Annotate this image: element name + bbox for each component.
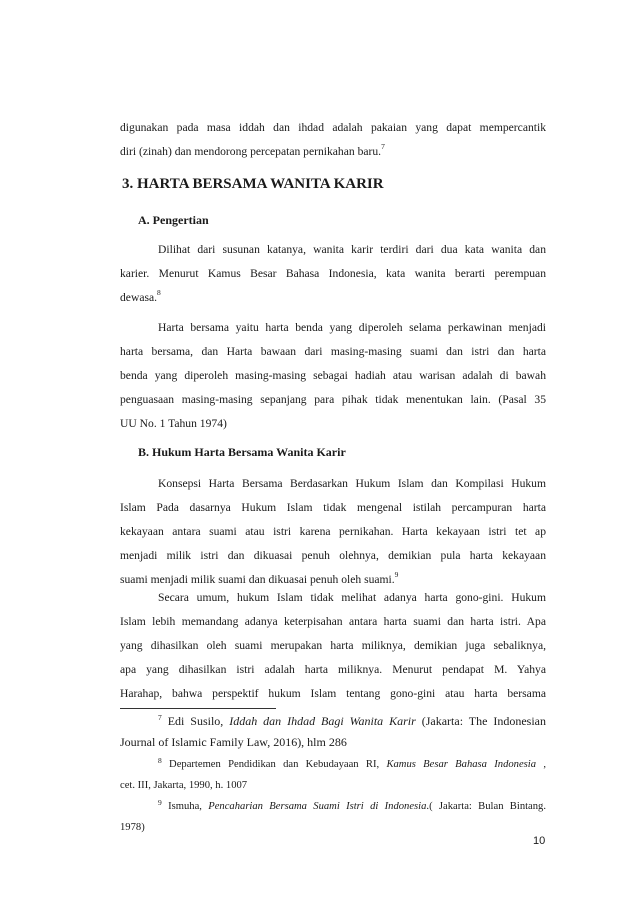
text-line: Secara umum, hukum Islam tidak melihat adanya harta gono-gini. Hukum <box>158 591 546 604</box>
text-line: Harahap, bahwa perspektif hukum Islam tentang gono-gini atau harta bersama <box>120 687 546 700</box>
footnote-line: $^9$ Ismuha, Pencaharian Bersama Suami Istri di Indonesia.( Jakarta: Bulan Bintang. <box>158 798 546 812</box>
text-line: digunakan pada masa iddah dan ihdad adalah pakaian yang dapat mempercantik <box>120 121 546 134</box>
text-line: kekayaan antara suami atau istri karena pernikahan. Harta kekayaan istri tet ap <box>120 525 546 538</box>
text-line: Dilihat dari susunan katanya, wanita karir terdiri dari dua kata wanita dan <box>158 243 546 256</box>
intro-paragraph <box>120 116 546 164</box>
text-line: harta bersama, dan Harta bawaan dari masing-masing suami dan istri dan harta <box>120 345 546 358</box>
footnote-7 <box>120 711 546 753</box>
footnote-9 <box>120 796 546 838</box>
paragraph-a2 <box>120 316 546 436</box>
text-line: diri (zinah) dan mendorong percepatan pernikahan baru.$^7$ <box>120 142 385 158</box>
footnote-line: Journal of Islamic Family Law, 2016), hlm 286 <box>120 735 347 749</box>
footnote-line: $^8$ Departemen Pendidikan dan Kebudayaan RI, Kamus Besar Bahasa Indonesia , <box>158 756 546 770</box>
paragraph-a1 <box>120 238 546 310</box>
footnote-divider <box>120 708 276 709</box>
text-line: yang dihasilkan oleh suami merupakan harta miliknya, demikian juga sebaliknya, <box>120 639 546 652</box>
text-line: karier. Menurut Kamus Besar Bahasa Indonesia, kata wanita berarti perempuan <box>120 267 546 280</box>
footnote-line: cet. III, Jakarta, 1990, h. 1007 <box>120 780 248 791</box>
subsection-heading-b: B. Hukum Harta Bersama Wanita Karir <box>138 445 346 459</box>
text-line: Konsepsi Harta Bersama Berdasarkan Hukum Islam dan Kompilasi Hukum <box>158 477 546 490</box>
footnote-line: $^7$ Edi Susilo, Iddah dan Ihdad Bagi Wanita Karir (Jakarta: The Indonesian <box>158 713 546 728</box>
subsection-heading-a: A. Pengertian <box>138 213 209 227</box>
text-line: menjadi milik istri dan dikuasai penuh olehnya, demikian pula harta kekayaan <box>120 549 546 562</box>
text-line: Harta bersama yaitu harta benda yang diperoleh selama perkawinan menjadi <box>158 321 546 334</box>
footnote-line: 1978) <box>120 822 145 833</box>
text-line: Islam lebih memandang adanya keterpisahan antara harta suami dan harta istri. Apa <box>120 615 546 628</box>
section-heading: 3. HARTA BERSAMA WANITA KARIR <box>122 176 384 192</box>
text-line: suami menjadi milik suami dan dikuasai penuh oleh suami.$^9$ <box>120 570 399 586</box>
paragraph-b2 <box>120 586 546 706</box>
text-line: penguasaan masing-masing sepanjang para pihak tidak menentukan lain. (Pasal 35 <box>120 393 546 406</box>
footnote-8 <box>120 754 546 796</box>
paragraph-b1 <box>120 472 546 592</box>
text-line: UU No. 1 Tahun 1974) <box>120 417 227 430</box>
text-line: dewasa.$^8$ <box>120 288 161 304</box>
text-line: benda yang diperoleh masing-masing sebagai hadiah atau warisan adalah di bawah <box>120 369 546 382</box>
footnote-ref: 7 <box>381 142 385 151</box>
text-line: Islam Pada dasarnya Hukum Islam tidak mengenal istilah percampuran harta <box>120 501 546 514</box>
footnote-ref: 8 <box>157 288 161 297</box>
footnote-ref: 9 <box>394 570 399 579</box>
page-number: 10 <box>533 835 546 847</box>
text-line: apa yang dihasilkan istri adalah harta miliknya. Menurut pendapat M. Yahya <box>120 663 546 676</box>
